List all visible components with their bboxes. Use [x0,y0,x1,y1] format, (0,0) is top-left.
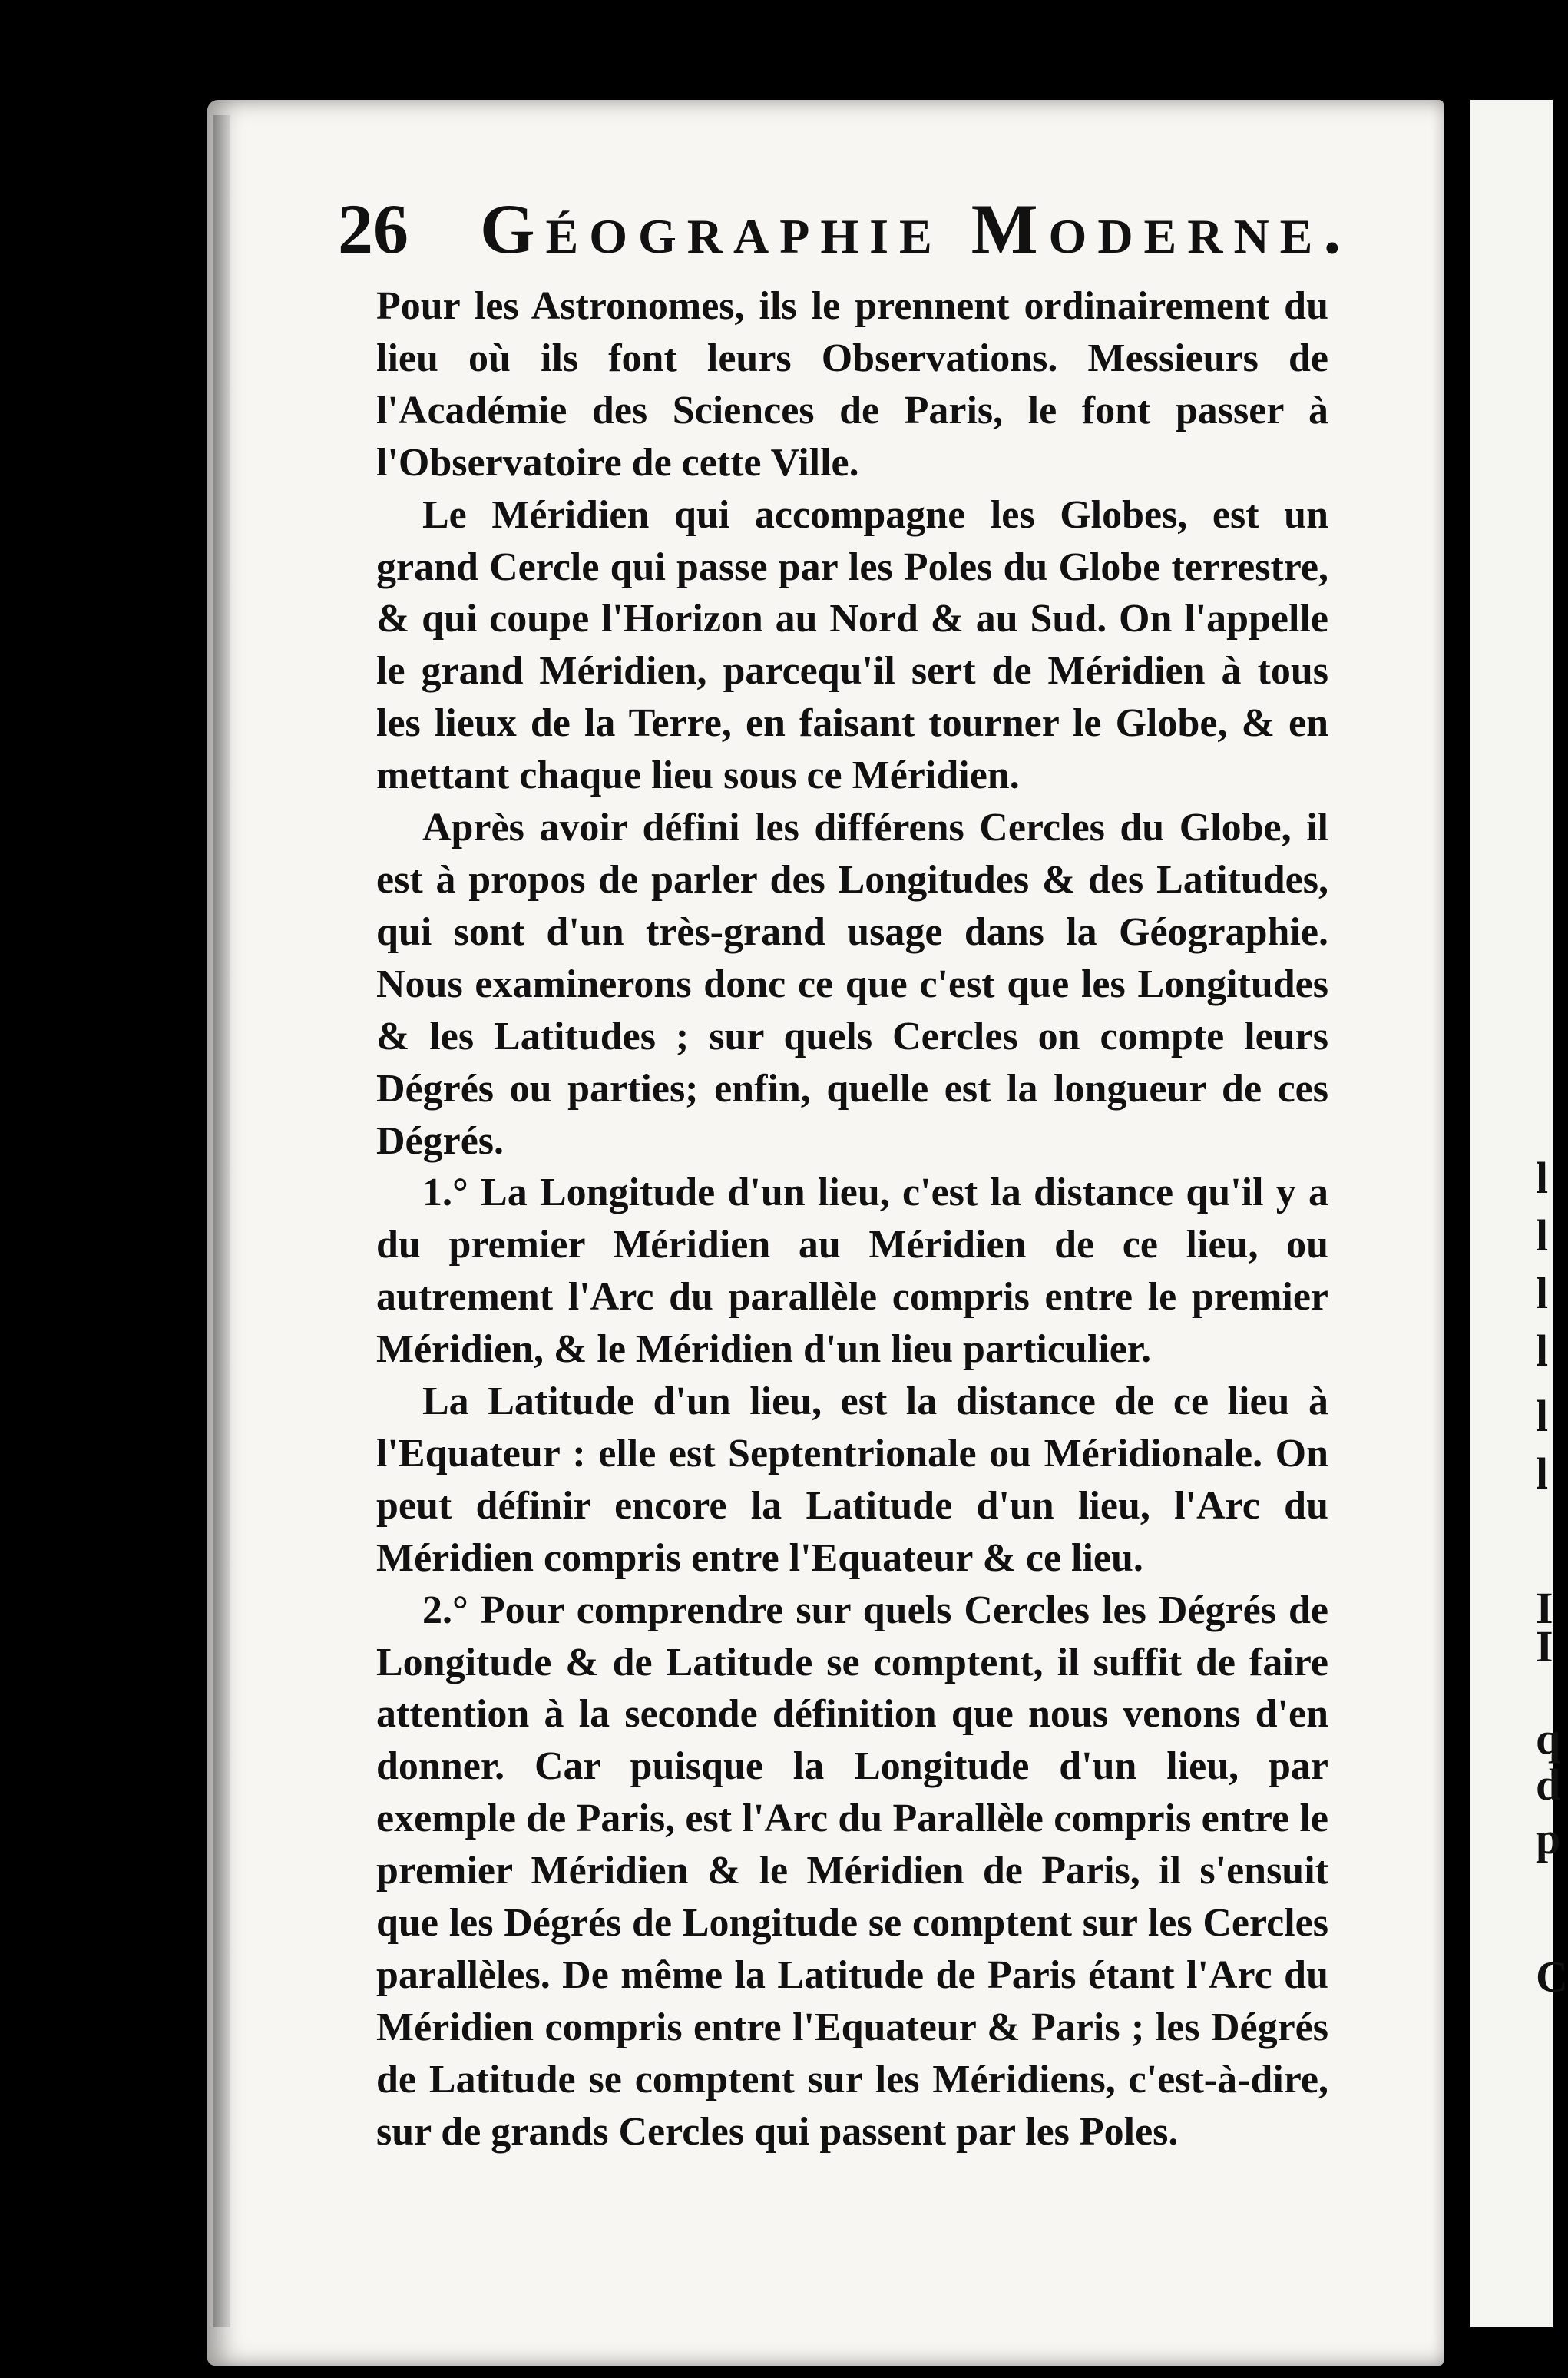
paragraph: 1.° La Longitude d'un lieu, c'est la distance qu'il y a du premier Méridien au Méridien de ce lieu, ou autrement l'Arc du parallèle compris entre le premier Méridien, & le Méridien d'un lieu particulier. [376,1171,1328,1372]
facing-page-fragment: l [1536,1211,1549,1260]
facing-page-fragment: I [1536,1583,1553,1633]
facing-page-fragment: p [1536,1813,1561,1863]
body-text [376,280,1328,2158]
paragraph: La Latitude d'un lieu, est la distance de ce lieu à l'Equateur : elle est Septentrionale ou Méridionale. On peut définir encore la Latitude d'un lieu, l'Arc du Méridien compris entre l'Equateur & ce lieu. [376,1379,1328,1580]
facing-page-fragment: l [1536,1449,1549,1499]
paragraph: 2.° Pour comprendre sur quels Cercles les Dégrés de Longitude & de Latitude se comptent, il suffit de faire attention à la seconde définition que nous venons d'en donner. Car puisque la Longitude d'un lieu, par exemple de Paris, est l'Arc du Parallèle compris entre le premier Méridien & le Méridien de Paris, il s'ensuit que les Dégrés de Longitude se comptent sur les Cercles parallèles. De même la Latitude de Paris étant l'Arc du Méridien compris entre l'Equateur & Paris ; les Dégrés de Latitude se comptent sur les Méridiens, c'est-à-dire, sur de grands Cercles qui passent par les Poles. [376,1588,1328,2154]
running-header [338,188,1428,273]
facing-page-fragment: C [1536,1952,1568,2002]
paragraph: Après avoir défini les différens Cercles du Globe, il est à propos de parler des Longitudes & des Latitudes, qui sont d'un très-grand usage dans la Géographie. Nous examinerons donc ce que c'est que les Longitudes & les Latitudes ; sur quels Cercles on compte leurs Dégrés ou parties; enfin, quelle est la longueur de ces Dégrés. [376,806,1328,1163]
facing-page-fragment: l [1536,1153,1549,1203]
page-number: 26 [338,190,409,268]
facing-page-fragment: I [1536,1621,1553,1671]
facing-page-fragment: l [1536,1391,1549,1441]
facing-page-fragment: q [1536,1714,1561,1764]
facing-page-fragment: l [1536,1326,1549,1376]
paragraph: Pour les Astronomes, ils le prennent ordinairement du lieu où ils font leurs Observations. Messieurs de l'Académie des Sciences de Paris, le font passer à l'Observatoire de cette Ville. [376,284,1328,485]
paragraph: Le Méridien qui accompagne les Globes, est un grand Cercle qui passe par les Poles du Globe terrestre, & qui coupe l'Horizon au Nord & au Sud. On l'appelle le grand Méridien, parcequ'il sert de Méridien à tous les lieux de la Terre, en faisant tourner le Globe, & en mettant chaque lieu sous ce Méridien. [376,492,1328,798]
facing-page-fragment: l [1536,1268,1549,1318]
running-title: Géographie Moderne. [480,190,1352,268]
page-gutter-shadow [213,115,230,2327]
facing-page-fragment: d [1536,1760,1561,1810]
